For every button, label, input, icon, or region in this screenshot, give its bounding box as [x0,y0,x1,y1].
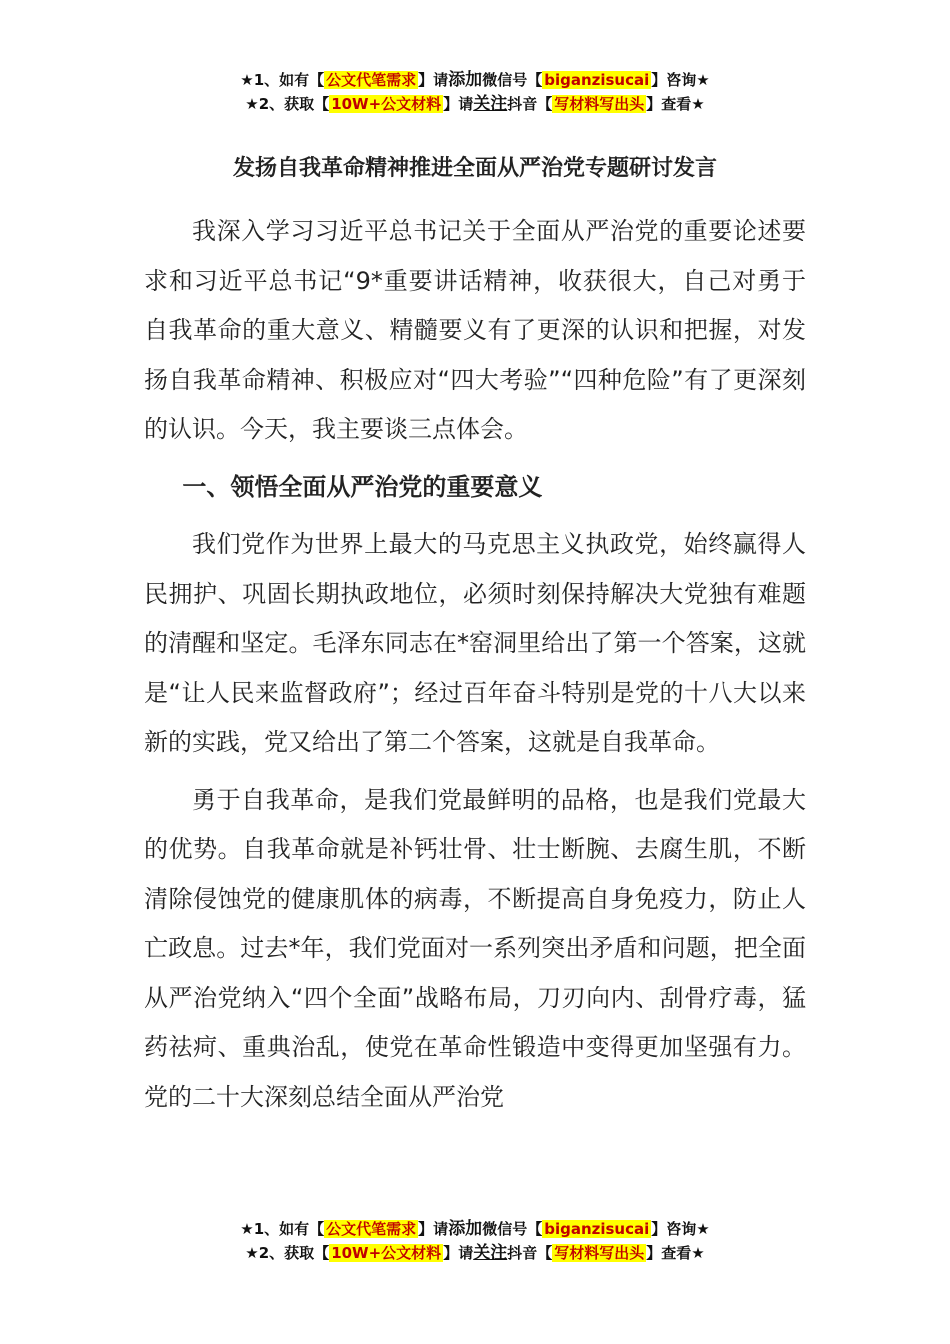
body-paragraph: 勇于自我革命，是我们党最鲜明的品格，也是我们党最大的优势。自我革命就是补钙壮骨、壮士断腕、去腐生肌，不断清除侵蚀党的健康肌体的病毒，不断提高自身免疫力，防止人亡政息。过去*年，我们党面对一系列突出矛盾和问题，把全面从严治党纳入“四个全面”战略布局，刀刃向内、刮骨疗毒，猛药祛疴、重典治乱，使党在革命性锻造中变得更加坚强有力。党的二十大深刻总结全面从严治党 [144,785,806,1111]
footer-promo-banner [0,1217,950,1265]
promo-emphasis: 添加 [448,70,483,90]
promo-line-1 [0,1217,950,1241]
promo-line-2 [0,92,950,116]
promo-text: 】请 [418,71,449,89]
promo-text: 微信号【 [482,71,543,89]
promo-text: 】查看★ [646,1244,705,1262]
header-promo-banner [0,68,950,116]
promo-highlight-wechat: biganzisucai [544,1220,650,1238]
intro-paragraph: 我深入学习习近平总书记关于全面从严治党的重要论述要求和习近平总书记“9*重要讲话精神，收获很大，自己对勇于自我革命的重大意义、精髓要义有了更深的认识和把握，对发扬自我革命精神、积极应对“四大考验”“四种危险”有了更深刻的认识。今天，我主要谈三点体会。 [144,217,806,443]
promo-line-2 [0,1241,950,1265]
promo-line-1 [0,68,950,92]
promo-text: ★1、如有【 [240,71,325,89]
promo-text: ★2、获取【 [245,1244,330,1262]
promo-text: 微信号【 [482,1220,543,1238]
promo-text: 】咨询★ [651,1220,710,1238]
promo-highlight: 10W+公文材料 [331,95,442,113]
body-paragraph: 我们党作为世界上最大的马克思主义执政党，始终赢得人民拥护、巩固长期执政地位，必须时刻保持解决大党独有难题的清醒和坚定。毛泽东同志在*窑洞里给出了第一个答案，这就是“让人民来监督政府”；经过百年奋斗特别是党的十八大以来新的实践，党又给出了第二个答案，这就是自我革命。 [144,530,806,756]
promo-highlight: 10W+公文材料 [331,1244,442,1262]
promo-highlight-douyin: 写材料写出头 [554,95,645,113]
promo-text: 】请 [443,1244,474,1262]
promo-text: 】咨询★ [651,71,710,89]
promo-text: 抖音【 [507,1244,553,1262]
promo-text: 】请 [443,95,474,113]
promo-highlight-wechat: biganzisucai [544,71,650,89]
promo-text: ★2、获取【 [245,95,330,113]
promo-text: 抖音【 [507,95,553,113]
promo-text: 】请 [418,1220,449,1238]
promo-text: ★1、如有【 [240,1220,325,1238]
promo-highlight: 公文代笔需求 [326,71,417,89]
promo-highlight-douyin: 写材料写出头 [554,1244,645,1262]
promo-emphasis: 关注 [473,94,508,114]
promo-text: 】查看★ [646,95,705,113]
promo-emphasis: 添加 [448,1219,483,1239]
document-body [144,207,806,1130]
section-heading: 一、领悟全面从严治党的重要意义 [182,472,543,501]
promo-highlight: 公文代笔需求 [326,1220,417,1238]
document-title: 发扬自我革命精神推进全面从严治党专题研讨发言 [232,156,717,181]
promo-emphasis: 关注 [473,1243,508,1263]
